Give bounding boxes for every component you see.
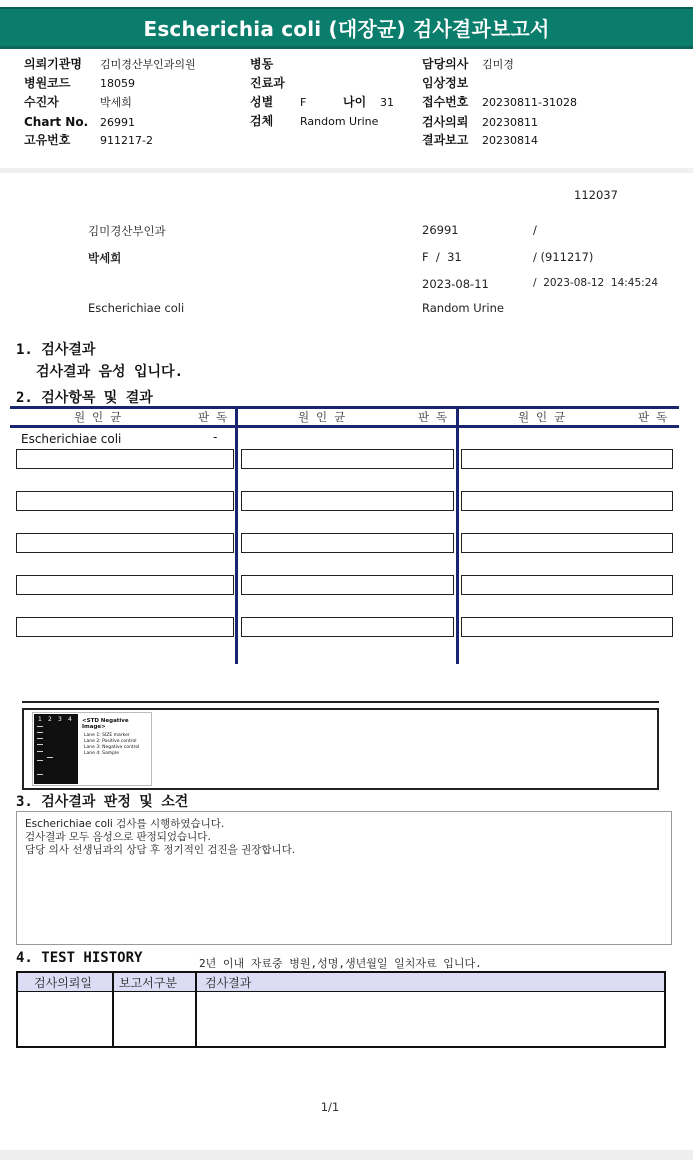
patient-value: 박세희 [100,96,132,109]
result-box [16,533,234,553]
page-number: 1/1 [320,1100,340,1114]
gel-band [37,732,43,733]
history-col-report-type: 보고서구분 [119,976,177,990]
report-title: Escherichia coli (대장균) 검사결과보고서 [143,17,550,41]
request-value: 20230811 [482,116,538,129]
gel-lane-number: 3 [58,716,62,723]
section1-result: 검사결과 음성 입니다. [36,364,184,380]
col3-organism-header: 원 인 균 [518,410,566,424]
col3-judgement-header: 판 독 [638,410,668,424]
specimen-value: Random Urine [300,115,379,128]
gel-lane-description: Lane 1: SIZE marker [84,733,130,738]
institution-label: 의뢰기관명 [24,57,82,71]
dept-label: 진료과 [250,76,285,90]
result-box [16,617,234,637]
summary-specimen: Random Urine [422,301,504,315]
gel-lane-description: Lane 2: Positive control [84,739,137,744]
result-box [16,491,234,511]
organism-judgement: - [213,430,218,444]
result-box [16,449,234,469]
result-box [16,575,234,595]
summary-slash: / [533,223,537,237]
result-box [461,533,673,553]
report-title-bar [0,7,693,49]
col1-judgement-header: 판 독 [198,410,228,424]
gel-band [37,760,43,761]
opinion-line: 담당 의사 선생님과의 상담 후 정기적인 검진을 권장합니다. [25,844,296,856]
hospital-code-label: 병원코드 [24,76,71,90]
gel-lane-number: 1 [38,716,42,723]
summary-sex-age: F / 31 [422,250,462,264]
age-label: 나이 [343,95,367,109]
gel-title: <STD Negative Image> [82,718,129,730]
report-code: 112037 [574,188,618,202]
result-box [241,491,454,511]
clinical-label: 임상정보 [422,76,469,90]
gel-electrophoresis-image [34,714,78,784]
col2-organism-header: 원 인 균 [298,410,346,424]
chart-value: 26991 [100,116,135,129]
image-top-rule [22,701,659,703]
gel-band [37,726,43,727]
summary-institution: 김미경산부인과 [88,224,166,238]
receipt-label: 접수번호 [422,95,469,109]
request-label: 검사의뢰 [422,115,469,129]
receipt-value: 20230811-31028 [482,96,577,109]
history-table [16,971,666,1048]
bottom-bar [0,1150,693,1160]
age-value: 31 [380,96,394,109]
history-col-divider [195,973,197,1046]
report-value: 20230814 [482,134,538,147]
opinion-line: 검사결과 모두 음성으로 판정되었습니다. [25,831,211,843]
summary-chart: 26991 [422,223,459,237]
result-box [241,617,454,637]
patient-info-block [0,50,693,170]
gel-image-card [32,712,152,786]
history-col-result: 검사결과 [205,976,252,990]
history-table-header [18,973,664,992]
hospital-code-value: 18059 [100,77,135,90]
summary-birth: / (911217) [533,250,594,264]
history-col-request-date: 검사의뢰일 [34,976,92,990]
report-label: 결과보고 [422,133,469,147]
gel-image-box [22,708,659,790]
result-box [461,575,673,595]
ward-label: 병동 [250,57,274,71]
unique-value: 911217-2 [100,134,153,147]
grid-header-line [10,425,679,428]
result-box [461,617,673,637]
section4-title: 4. TEST HISTORY [16,950,143,966]
gel-lane-description: Lane 4: Sample [84,751,119,756]
col2-judgement-header: 판 독 [418,410,448,424]
grid-divider-2 [456,406,459,664]
unique-label: 고유번호 [24,133,71,147]
gel-band [37,738,43,739]
sex-value: F [300,96,307,109]
doctor-value: 김미경 [482,58,514,71]
grid-divider-1 [235,406,238,664]
result-box [241,575,454,595]
organism-name: Escherichiae coli [21,432,122,446]
result-box [461,491,673,511]
history-note: 2년 이내 자료중 병원,성명,생년월일 일치자료 입니다. [199,957,482,970]
patient-label: 수진자 [24,95,59,109]
section1-title: 1. 검사결과 [16,342,96,358]
gel-lane-number: 2 [48,716,52,723]
sex-label: 성별 [250,95,274,109]
summary-test-name: Escherichiae coli [88,301,185,315]
header-divider [0,168,693,173]
section3-title: 3. 검사결과 판정 및 소견 [16,794,189,810]
institution-value: 김미경산부인과의원 [100,58,196,71]
gel-lane-description: Lane 3: Negative control [84,745,140,750]
result-box [241,533,454,553]
specimen-label: 검체 [250,114,274,128]
gel-lane-number: 4 [68,716,72,723]
col1-organism-header: 원 인 균 [74,410,122,424]
summary-request-date: 2023-08-11 [422,277,489,291]
opinion-box [16,811,672,945]
gel-band [37,744,43,745]
history-col-divider [112,973,114,1046]
gel-band [37,774,43,775]
summary-report-datetime: / 2023-08-12 14:45:24 [533,277,659,289]
result-box [241,449,454,469]
section2-title: 2. 검사항목 및 결과 [16,390,153,406]
gel-band [47,757,53,758]
gel-band [37,751,43,752]
result-box [461,449,673,469]
doctor-label: 담당의사 [422,57,469,71]
opinion-line: Escherichiae coli 검사를 시행하였습니다. [25,818,225,830]
chart-label: Chart No. [24,115,89,129]
summary-patient: 박세희 [88,251,122,265]
